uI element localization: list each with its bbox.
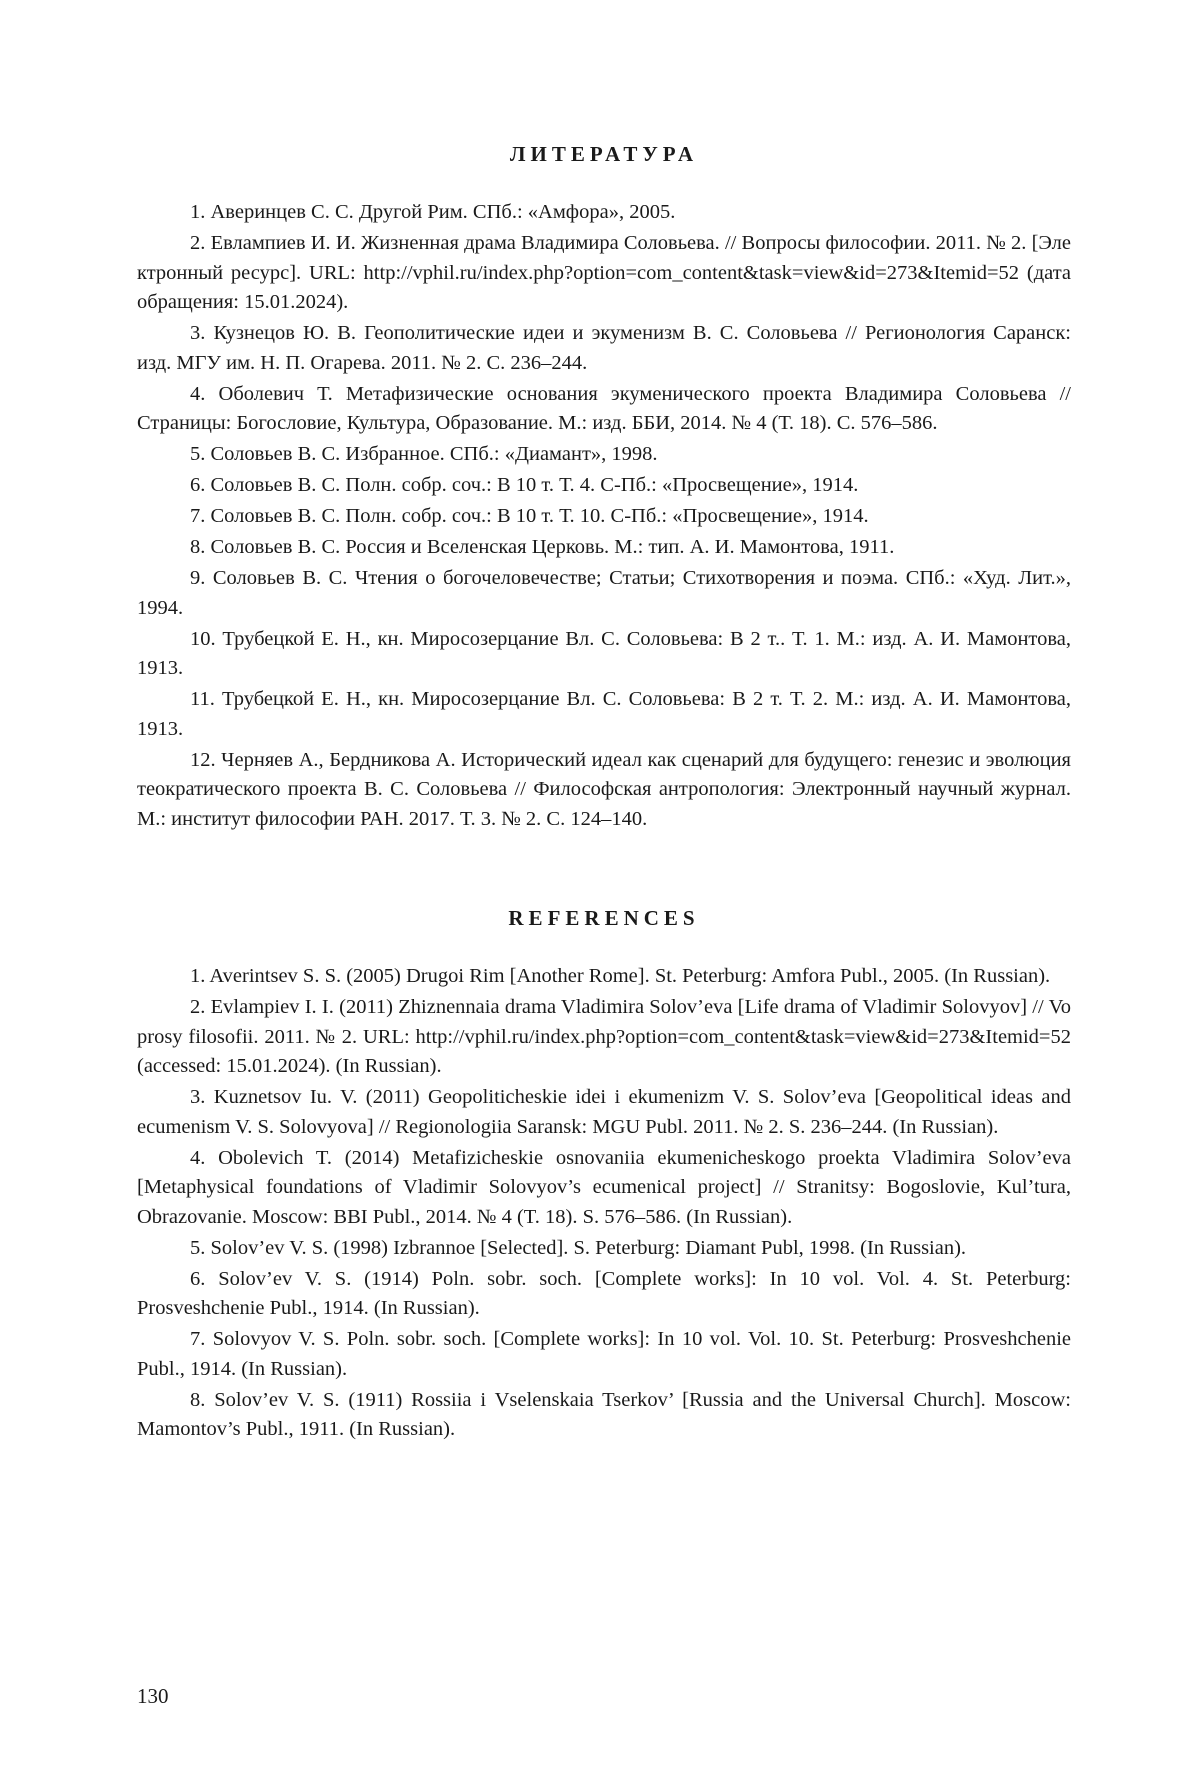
literatura-heading: ЛИТЕРАТУРА [509, 142, 699, 166]
reference-item: 1. Averintsev S. S. (2005) Drugoi Rim [Another Rome]. St. Peterburg: Amfora Publ., 2005. (In Russian). [190, 965, 1051, 987]
reference-item: 7. Solovyov V. S. Poln. sobr. soch. [Complete works]: In 10 vol. Vol. 10. St. Peterburg: Prosveshchenie Publ., 1914. (In Russian). [137, 1328, 1071, 1380]
reference-item: 3. Kuznetsov Iu. V. (2011) Geopoliticheskie idei i ekumenizm V. S. Solov’eva [Geopolitical ideas and ecumenism V. S. Solovyova] // Regionologiia Saransk: MGU Publ. 2011. № 2. S. 236–244. (In Russian). [137, 1086, 1071, 1138]
literatura-item: 8. Соловьев В. С. Россия и Вселенская Церковь. М.: тип. А. И. Мамонтова, 1911. [190, 536, 895, 558]
literatura-item: 5. Соловьев В. С. Избранное. СПб.: «Диамант», 1998. [190, 443, 658, 465]
literatura-item: 11. Трубецкой Е. Н., кн. Миросозерцание Вл. С. Соловьева: В 2 т. Т. 2. М.: изд. А. И. Мамонтова, 1913. [137, 688, 1071, 740]
reference-item: 4. Obolevich T. (2014) Metafizicheskie osnovaniia ekumenicheskogo proekta Vladimira Solov’eva [Metaphysical foundations of Vladimir Solovyov’s ecumenical project] // Stranitsy: Bogoslovie, Kul’tura, Obrazovanie. Moscow: BBI Publ., 2014. № 4 (T. 18). S. 576–586. (In Russian). [137, 1146, 1071, 1228]
reference-item: 6. Solov’ev V. S. (1914) Poln. sobr. soch. [Complete works]: In 10 vol. Vol. 4. St. Peterburg: Prosveshchenie Publ., 1914. (In Russian). [137, 1267, 1071, 1319]
reference-item: 2. Evlampiev I. I. (2011) Zhiznennaia drama Vladimira Solov’eva [Life drama of Vladimir Solovyov] // Voprosy filosofii. 2011. № 2. URL: http://vphil.ru/index.php?option=com_content&task=view&id=273&Itemid=52 (accessed: 15.01.2024). (In Russian). [137, 996, 1071, 1077]
literatura-list [137, 198, 1071, 834]
literatura-item: 3. Кузнецов Ю. В. Геополитические идеи и экуменизм В. С. Соловьева // Регионология Саранск: изд. МГУ им. Н. П. Огарева. 2011. № 2. С. 236–244. [137, 322, 1071, 374]
reference-item: 8. Solov’ev V. S. (1911) Rossiia i Vselenskaia Tserkov’ [Russia and the Universal Church]. Moscow: Mamontov’s Publ., 1911. (In Russian). [137, 1388, 1071, 1440]
references-heading: REFERENCES [508, 906, 700, 930]
reference-item: 5. Solov’ev V. S. (1998) Izbrannoe [Selected]. S. Peterburg: Diamant Publ, 1998. (In Russian). [190, 1236, 967, 1259]
page-body [137, 140, 1071, 1446]
page-number: 130 [137, 1684, 169, 1708]
references-list [137, 962, 1071, 1445]
literatura-item: 1. Аверинцев С. С. Другой Рим. СПб.: «Амфора», 2005. [190, 201, 676, 223]
literatura-item: 10. Трубецкой Е. Н., кн. Миросозерцание Вл. С. Соловьева: В 2 т.. Т. 1. М.: изд. А. И. Мамонтова, 1913. [137, 627, 1071, 679]
literatura-item: 6. Соловьев В. С. Полн. собр. соч.: В 10 т. Т. 4. С-Пб.: «Просвещение», 1914. [190, 474, 859, 496]
literatura-item: 4. Оболевич Т. Метафизические основания экуменического проекта Владимира Соловьева // Страницы: Богословие, Культура, Образование. М.: изд. ББИ, 2014. № 4 (Т. 18). С. 576–586. [137, 382, 1071, 434]
literatura-item: 12. Черняев А., Бердникова А. Исторический идеал как сценарий для будущего: генезис и эволюция теократического проекта В. С. Соловьева // Философская антропология: Электронный научный журнал. М.: институт философии РАН. 2017. Т. 3. № 2. С. 124–140. [137, 748, 1071, 830]
literatura-item: 7. Соловьев В. С. Полн. собр. соч.: В 10 т. Т. 10. С-Пб.: «Просвещение», 1914. [190, 505, 869, 527]
literatura-item: 9. Соловьев В. С. Чтения о богочеловечестве; Статьи; Стихотворения и поэма. СПб.: «Худ. Лит.», 1994. [137, 567, 1071, 619]
literatura-item: 2. Евлампиев И. И. Жизненная драма Владимира Соловьева. // Вопросы философии. 2011. № 2. [Электронный ресурс]. URL: http://vphil.ru/index.php?option=com_content&task=view&id=273&Itemid=52 (дата обращения: 15.01.2024). [137, 232, 1071, 313]
